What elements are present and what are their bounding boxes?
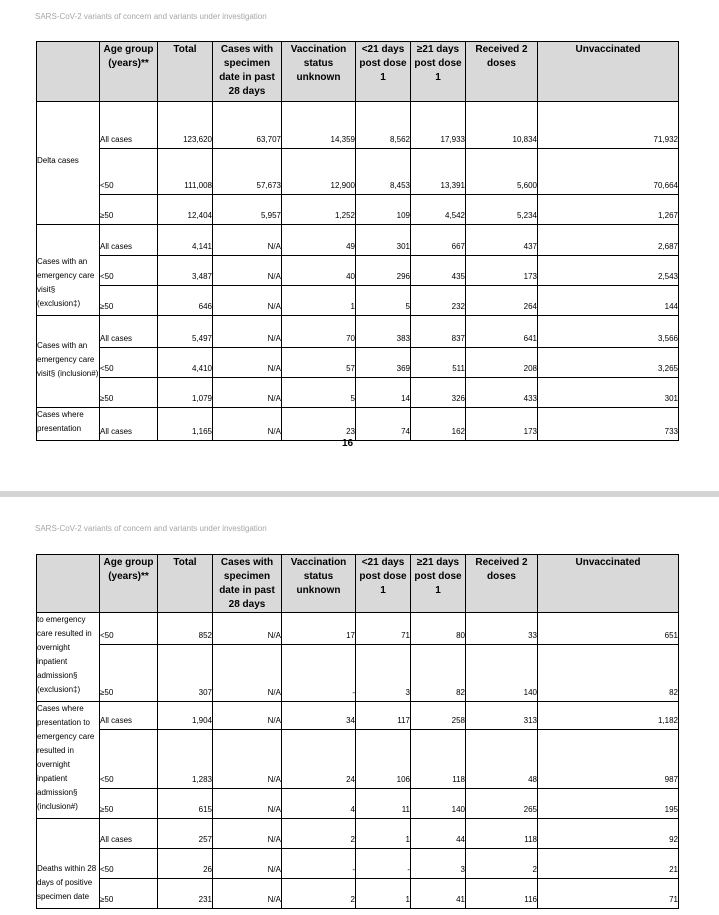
value-cell: 258	[411, 702, 466, 730]
value-cell: 70	[282, 316, 356, 348]
age-group-cell: ≥50	[100, 789, 158, 819]
column-header: Age group (years)**	[100, 42, 158, 102]
value-cell: 313	[466, 702, 538, 730]
table-row	[37, 408, 679, 441]
column-header: <21 days post dose 1	[356, 555, 411, 613]
value-cell: 162	[411, 408, 466, 441]
age-group-cell: <50	[100, 730, 158, 789]
age-group-cell: ≥50	[100, 644, 158, 701]
table-row	[37, 730, 679, 789]
value-cell: 307	[158, 644, 213, 701]
value-cell: 646	[158, 286, 213, 316]
value-cell: 5,957	[213, 195, 282, 225]
age-group-cell: ≥50	[100, 879, 158, 909]
table-row	[37, 348, 679, 378]
value-cell: 1,252	[282, 195, 356, 225]
row-group-label: Cases with an emergency care visit§ (inclusion#)	[37, 316, 100, 408]
column-header	[37, 555, 100, 613]
table-row	[37, 644, 679, 701]
value-cell: 1	[282, 286, 356, 316]
age-group-cell: All cases	[100, 316, 158, 348]
value-cell: 71	[538, 879, 679, 909]
value-cell: 511	[411, 348, 466, 378]
value-cell: 208	[466, 348, 538, 378]
value-cell: 173	[466, 408, 538, 441]
value-cell: 23	[282, 408, 356, 441]
value-cell: 13,391	[411, 149, 466, 195]
vaccination-status-table	[36, 41, 679, 441]
value-cell: 118	[411, 730, 466, 789]
value-cell: N/A	[213, 225, 282, 256]
value-cell: 2	[466, 849, 538, 879]
value-cell: 326	[411, 378, 466, 408]
value-cell: -	[282, 644, 356, 701]
value-cell: 435	[411, 256, 466, 286]
age-group-cell: ≥50	[100, 286, 158, 316]
value-cell: 667	[411, 225, 466, 256]
value-cell: 231	[158, 879, 213, 909]
value-cell: 2	[282, 879, 356, 909]
column-header: Vaccination status unknown	[282, 555, 356, 613]
column-header: Vaccination status unknown	[282, 42, 356, 102]
value-cell: 852	[158, 613, 213, 645]
value-cell: 140	[411, 789, 466, 819]
value-cell: 195	[538, 789, 679, 819]
column-header	[37, 42, 100, 102]
value-cell: 369	[356, 348, 411, 378]
value-cell: 144	[538, 286, 679, 316]
value-cell: 5,234	[466, 195, 538, 225]
value-cell: N/A	[213, 644, 282, 701]
value-cell: 33	[466, 613, 538, 645]
value-cell: 1,267	[538, 195, 679, 225]
age-group-cell: <50	[100, 149, 158, 195]
value-cell: 48	[466, 730, 538, 789]
value-cell: 44	[411, 819, 466, 849]
value-cell: 5,600	[466, 149, 538, 195]
row-group-label: Delta cases	[37, 102, 100, 225]
age-group-cell: All cases	[100, 102, 158, 149]
column-header: Unvaccinated	[538, 555, 679, 613]
table-row	[37, 286, 679, 316]
value-cell: 26	[158, 849, 213, 879]
age-group-cell: <50	[100, 849, 158, 879]
value-cell: 265	[466, 789, 538, 819]
row-group-label: Cases where presentation	[37, 408, 100, 441]
page-number: 16	[341, 438, 354, 449]
table-row	[37, 378, 679, 408]
table-row	[37, 702, 679, 730]
value-cell: 5	[356, 286, 411, 316]
column-header: ≥21 days post dose 1	[411, 42, 466, 102]
column-header: Cases with specimen date in past 28 days	[213, 555, 282, 613]
value-cell: 615	[158, 789, 213, 819]
value-cell: 296	[356, 256, 411, 286]
running-header: SARS-CoV-2 variants of concern and variants under investigation	[35, 12, 267, 21]
column-header: <21 days post dose 1	[356, 42, 411, 102]
value-cell: N/A	[213, 819, 282, 849]
value-cell: 257	[158, 819, 213, 849]
value-cell: 106	[356, 730, 411, 789]
value-cell: 111,008	[158, 149, 213, 195]
value-cell: 8,453	[356, 149, 411, 195]
table-row	[37, 256, 679, 286]
column-header: Cases with specimen date in past 28 days	[213, 42, 282, 102]
table-row	[37, 149, 679, 195]
value-cell: 2	[282, 819, 356, 849]
value-cell: 8,562	[356, 102, 411, 149]
vaccination-status-table	[36, 554, 679, 909]
column-header: Received 2 doses	[466, 42, 538, 102]
value-cell: 92	[538, 819, 679, 849]
value-cell: 837	[411, 316, 466, 348]
column-header: Received 2 doses	[466, 555, 538, 613]
value-cell: N/A	[213, 256, 282, 286]
value-cell: 173	[466, 256, 538, 286]
value-cell: 71	[356, 613, 411, 645]
value-cell: N/A	[213, 348, 282, 378]
table-row	[37, 195, 679, 225]
value-cell: 2,543	[538, 256, 679, 286]
running-header: SARS-CoV-2 variants of concern and variants under investigation	[35, 524, 267, 533]
value-cell: 12,404	[158, 195, 213, 225]
value-cell: N/A	[213, 730, 282, 789]
value-cell: 232	[411, 286, 466, 316]
value-cell: 17	[282, 613, 356, 645]
value-cell: 651	[538, 613, 679, 645]
value-cell: 21	[538, 849, 679, 879]
table-row	[37, 613, 679, 645]
value-cell: 10,834	[466, 102, 538, 149]
value-cell: N/A	[213, 408, 282, 441]
value-cell: 3,566	[538, 316, 679, 348]
table-row	[37, 849, 679, 879]
row-group-label: to emergency care resulted in overnight inpatient admission§ (exclusion‡)	[37, 613, 100, 702]
value-cell: 117	[356, 702, 411, 730]
value-cell: 3	[356, 644, 411, 701]
age-group-cell: All cases	[100, 225, 158, 256]
column-header: Total	[158, 555, 213, 613]
value-cell: 123,620	[158, 102, 213, 149]
value-cell: 4,410	[158, 348, 213, 378]
value-cell: 118	[466, 819, 538, 849]
table-header-row	[37, 555, 679, 613]
age-group-cell: <50	[100, 256, 158, 286]
value-cell: 74	[356, 408, 411, 441]
row-group-label: Cases with an emergency care visit§ (exclusion‡)	[37, 225, 100, 316]
value-cell: 1,283	[158, 730, 213, 789]
value-cell: N/A	[213, 316, 282, 348]
value-cell: N/A	[213, 849, 282, 879]
value-cell: 116	[466, 879, 538, 909]
value-cell: 17,933	[411, 102, 466, 149]
value-cell: 49	[282, 225, 356, 256]
value-cell: 1	[356, 879, 411, 909]
value-cell: 12,900	[282, 149, 356, 195]
value-cell: -	[282, 849, 356, 879]
value-cell: 40	[282, 256, 356, 286]
value-cell: 383	[356, 316, 411, 348]
value-cell: 34	[282, 702, 356, 730]
value-cell: 4,141	[158, 225, 213, 256]
table-row	[37, 102, 679, 149]
value-cell: 301	[538, 378, 679, 408]
value-cell: 987	[538, 730, 679, 789]
value-cell: 1	[356, 819, 411, 849]
age-group-cell: <50	[100, 348, 158, 378]
value-cell: 71,932	[538, 102, 679, 149]
value-cell: 3	[411, 849, 466, 879]
value-cell: 5,497	[158, 316, 213, 348]
value-cell: N/A	[213, 879, 282, 909]
value-cell: 82	[411, 644, 466, 701]
value-cell: 24	[282, 730, 356, 789]
table-row	[37, 225, 679, 256]
value-cell: 4	[282, 789, 356, 819]
value-cell: N/A	[213, 702, 282, 730]
column-header: ≥21 days post dose 1	[411, 555, 466, 613]
column-header: Total	[158, 42, 213, 102]
table-header-row	[37, 42, 679, 102]
value-cell: 1,904	[158, 702, 213, 730]
value-cell: 63,707	[213, 102, 282, 149]
value-cell: 641	[466, 316, 538, 348]
table-row	[37, 316, 679, 348]
value-cell: 264	[466, 286, 538, 316]
document-page-17	[0, 497, 719, 915]
value-cell: N/A	[213, 613, 282, 645]
value-cell: 11	[356, 789, 411, 819]
value-cell: 14	[356, 378, 411, 408]
value-cell: 57	[282, 348, 356, 378]
table-row	[37, 819, 679, 849]
value-cell: N/A	[213, 789, 282, 819]
value-cell: 1,165	[158, 408, 213, 441]
value-cell: 80	[411, 613, 466, 645]
value-cell: N/A	[213, 378, 282, 408]
value-cell: 57,673	[213, 149, 282, 195]
value-cell: 301	[356, 225, 411, 256]
age-group-cell: All cases	[100, 702, 158, 730]
age-group-cell: ≥50	[100, 378, 158, 408]
value-cell: 1,079	[158, 378, 213, 408]
value-cell: 2,687	[538, 225, 679, 256]
value-cell: 140	[466, 644, 538, 701]
column-header: Unvaccinated	[538, 42, 679, 102]
value-cell: 70,664	[538, 149, 679, 195]
value-cell: N/A	[213, 286, 282, 316]
value-cell: 14,359	[282, 102, 356, 149]
age-group-cell: ≥50	[100, 195, 158, 225]
value-cell: 5	[282, 378, 356, 408]
table-row	[37, 879, 679, 909]
value-cell: 433	[466, 378, 538, 408]
value-cell: 41	[411, 879, 466, 909]
value-cell: 109	[356, 195, 411, 225]
value-cell: -	[356, 849, 411, 879]
column-header: Age group (years)**	[100, 555, 158, 613]
value-cell: 82	[538, 644, 679, 701]
row-group-label: Cases where presentation to emergency care resulted in overnight inpatient admission§ (inclusion#)	[37, 702, 100, 819]
age-group-cell: <50	[100, 613, 158, 645]
value-cell: 4,542	[411, 195, 466, 225]
row-group-label: Deaths within 28 days of positive specimen date	[37, 819, 100, 909]
age-group-cell: All cases	[100, 819, 158, 849]
age-group-cell: All cases	[100, 408, 158, 441]
value-cell: 3,265	[538, 348, 679, 378]
value-cell: 733	[538, 408, 679, 441]
table-row	[37, 789, 679, 819]
value-cell: 1,182	[538, 702, 679, 730]
value-cell: 3,487	[158, 256, 213, 286]
value-cell: 437	[466, 225, 538, 256]
